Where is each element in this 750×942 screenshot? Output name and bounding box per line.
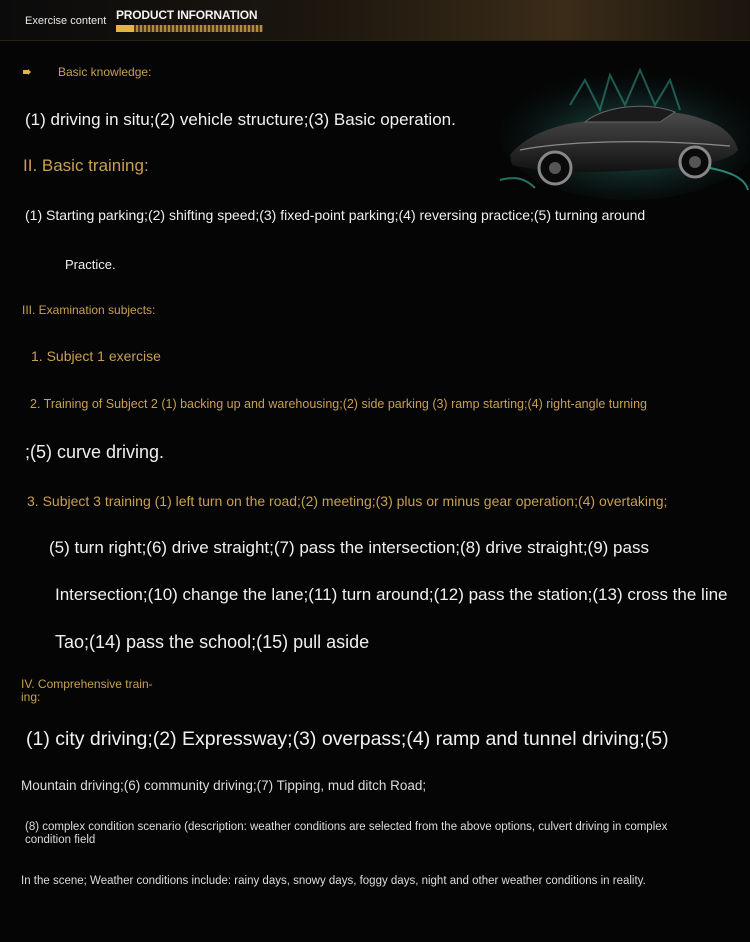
basic-training-heading: II. Basic training: <box>23 156 149 175</box>
subject-3-line-3: Intersection;(10) change the lane;(11) turn around;(12) pass the station;(13) cross the line <box>55 585 728 604</box>
basic-knowledge-heading: Basic knowledge: <box>58 65 152 79</box>
subject-2-line: 2. Training of Subject 2 (1) backing up and warehousing;(2) side parking (3) ramp starting;(4) right-angle turning <box>30 397 647 411</box>
product-information-banner: PRODUCT INFORNATION <box>116 8 258 22</box>
exam-subjects-heading: III. Examination subjects: <box>22 303 156 317</box>
basic-training-line-2: Practice. <box>65 257 116 272</box>
comprehensive-heading-line-2: ing: <box>21 690 41 704</box>
sports-car-illustration <box>490 50 750 200</box>
subject-2-continuation: ;(5) curve driving. <box>25 442 165 462</box>
exercise-content-tab[interactable]: Exercise content <box>25 15 107 27</box>
arrow-bullet-icon <box>23 69 31 75</box>
banner-underline <box>116 25 263 32</box>
header-bar <box>0 0 750 41</box>
subject-1-line: 1. Subject 1 exercise <box>31 348 161 364</box>
comprehensive-line-1: (1) city driving;(2) Expressway;(3) overpass;(4) ramp and tunnel driving;(5) <box>26 728 669 750</box>
basic-training-line-1: (1) Starting parking;(2) shifting speed;(3) fixed-point parking;(4) reversing practice;(5) turning around <box>25 207 646 223</box>
comprehensive-line-3b: condition field <box>25 834 96 846</box>
subject-3-line-2: (5) turn right;(6) drive straight;(7) pass the intersection;(8) drive straight;(9) pass <box>49 538 649 557</box>
comprehensive-line-3a: (8) complex condition scenario (description: weather conditions are selected from the above options, culvert driving in complex <box>25 821 668 833</box>
subject-3-line: 3. Subject 3 training (1) left turn on the road;(2) meeting;(3) plus or minus gear operation;(4) overtaking; <box>27 493 668 509</box>
subject-3-line-4: Tao;(14) pass the school;(15) pull aside <box>55 632 370 652</box>
basic-knowledge-text: (1) driving in situ;(2) vehicle structure;(3) Basic operation. <box>25 110 456 129</box>
comprehensive-heading-line-1: IV. Comprehensive train- <box>21 677 153 691</box>
comprehensive-line-4: In the scene; Weather conditions include: rainy days, snowy days, foggy days, night and other weather conditions in reality. <box>21 875 646 887</box>
banner-accent <box>116 25 134 32</box>
comprehensive-line-2: Mountain driving;(6) community driving;(7) Tipping, mud ditch Road; <box>21 778 427 793</box>
